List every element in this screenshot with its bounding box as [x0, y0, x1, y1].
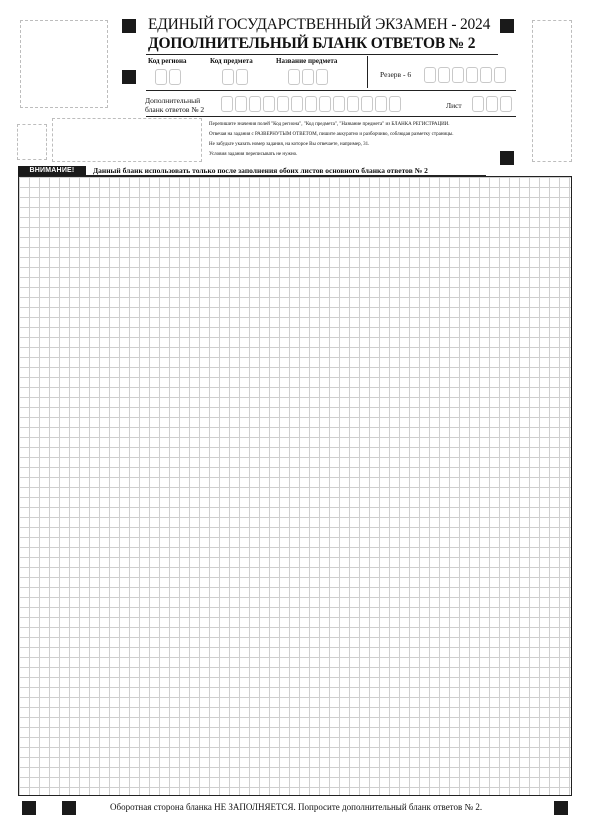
alignment-marker-top-right: [500, 19, 514, 33]
sheet-cell[interactable]: [472, 96, 484, 112]
subject-code-cell[interactable]: [222, 69, 234, 85]
reserve-cell[interactable]: [466, 67, 478, 83]
additional-form-label-line1: Дополнительный: [145, 96, 201, 105]
instruction-line: Перепишите значения полей "Код региона", "Код предмета", "Название предмета" из БЛАНКА РЕГИСТРАЦИИ.: [209, 122, 450, 127]
alignment-marker-bottom-right: [554, 801, 568, 815]
reserve-cell[interactable]: [452, 67, 464, 83]
instruction-line: Отвечая на задания с РАЗВЕРНУТЫМ ОТВЕТОМ, пишите аккуратно и разборчиво, соблюдая разметку страницы.: [209, 132, 454, 137]
form-number-cell[interactable]: [375, 96, 387, 112]
form-number-cell[interactable]: [389, 96, 401, 112]
instruction-line: Условия задания переписывать не нужно.: [209, 152, 298, 157]
form-number-cell[interactable]: [333, 96, 345, 112]
region-code-cell[interactable]: [155, 69, 167, 85]
form-number-cell[interactable]: [361, 96, 373, 112]
subject-name-label: Название предмета: [276, 57, 338, 65]
reserve-label: Резерв - 6: [380, 70, 412, 79]
subject-code-cell[interactable]: [236, 69, 248, 85]
sheet-cell[interactable]: [500, 96, 512, 112]
attention-badge: ВНИМАНИЕ!: [18, 166, 86, 176]
form-number-cell[interactable]: [277, 96, 289, 112]
field-divider: [367, 56, 368, 88]
subject-name-cell[interactable]: [316, 69, 328, 85]
barcode-zone-right: [532, 20, 572, 162]
title-underline: [146, 54, 498, 55]
instructions: [209, 120, 514, 160]
barcode-zone-wide-left: [52, 118, 202, 162]
footer-note: Оборотная сторона бланка НЕ ЗАПОЛНЯЕТСЯ. Попросите дополнительный бланк ответов № 2.: [110, 802, 483, 812]
reserve-cell[interactable]: [424, 67, 436, 83]
alignment-marker-bottom-left-2: [62, 801, 76, 815]
attention-text: Данный бланк использовать только после заполнения обоих листов основного бланка ответов № 2: [93, 166, 428, 175]
fields-bottom-line: [146, 90, 516, 91]
sheet-cell[interactable]: [486, 96, 498, 112]
barcode-zone-small-left: [17, 124, 47, 160]
form-number-cell[interactable]: [347, 96, 359, 112]
form-number-cell[interactable]: [291, 96, 303, 112]
sheet-label: Лист: [446, 101, 462, 110]
region-code-cell[interactable]: [169, 69, 181, 85]
reserve-cell[interactable]: [494, 67, 506, 83]
instruction-line: Не забудьте указать номер задания, на которое Вы отвечаете, например, 31.: [209, 142, 370, 147]
reserve-cell[interactable]: [438, 67, 450, 83]
answer-grid[interactable]: [18, 176, 572, 796]
alignment-marker-mid-left: [122, 70, 136, 84]
form-number-cell[interactable]: [221, 96, 233, 112]
subject-name-cell[interactable]: [288, 69, 300, 85]
barcode-zone-top-left: [20, 20, 108, 108]
form-number-cell[interactable]: [263, 96, 275, 112]
form-number-cell[interactable]: [305, 96, 317, 112]
form-subtitle: ДОПОЛНИТЕЛЬНЫЙ БЛАНК ОТВЕТОВ № 2: [148, 35, 476, 52]
reserve-cell[interactable]: [480, 67, 492, 83]
form-title: ЕДИНЫЙ ГОСУДАРСТВЕННЫЙ ЭКЗАМЕН - 2024: [148, 16, 491, 33]
form-number-cell[interactable]: [319, 96, 331, 112]
region-code-label: Код региона: [148, 57, 187, 65]
form-number-cell[interactable]: [249, 96, 261, 112]
form-number-cell[interactable]: [235, 96, 247, 112]
additional-form-label-line2: бланк ответов № 2: [145, 105, 205, 114]
subject-code-label: Код предмета: [210, 57, 253, 65]
alignment-marker-top-left: [122, 19, 136, 33]
number-row-bottom-line: [146, 116, 516, 117]
subject-name-cell[interactable]: [302, 69, 314, 85]
alignment-marker-bottom-left-1: [22, 801, 36, 815]
